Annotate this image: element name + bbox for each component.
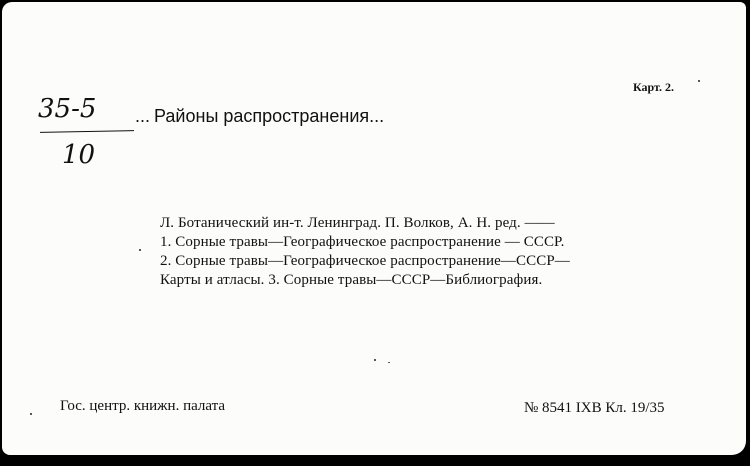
card-number: Карт. 2. <box>633 80 675 94</box>
card-title <box>135 106 384 127</box>
ink-speck <box>388 362 390 363</box>
entry-line: 2. Сорные травы—Географическое распространение—СССР— <box>160 253 570 269</box>
entry-line: Карты и атласы. 3. Сорные травы—СССР—Библиография. <box>160 272 543 288</box>
entry-line: Л. Ботанический ин-т. Ленинград. П. Волков, А. Н. ред. —— <box>160 215 555 231</box>
entry-line: 1. Сорные травы—Географическое распространение — СССР. <box>160 234 565 250</box>
title-prefix: ... <box>135 106 151 126</box>
ink-speck <box>30 413 32 415</box>
ink-speck <box>698 80 700 82</box>
shelf-mark-divider <box>40 130 134 133</box>
subject-entries <box>160 214 716 290</box>
catalog-card <box>2 2 746 455</box>
publisher: Гос. центр. книжн. палата <box>60 398 226 414</box>
catalog-number: № 8541 IXB Кл. 19/35 <box>524 400 665 416</box>
ink-speck <box>374 359 376 361</box>
shelf-mark-top: 35-5 <box>38 94 97 124</box>
title-text: Районы распространения... <box>154 106 385 126</box>
ink-speck <box>139 249 141 251</box>
shelf-mark-bottom: 10 <box>62 140 96 170</box>
